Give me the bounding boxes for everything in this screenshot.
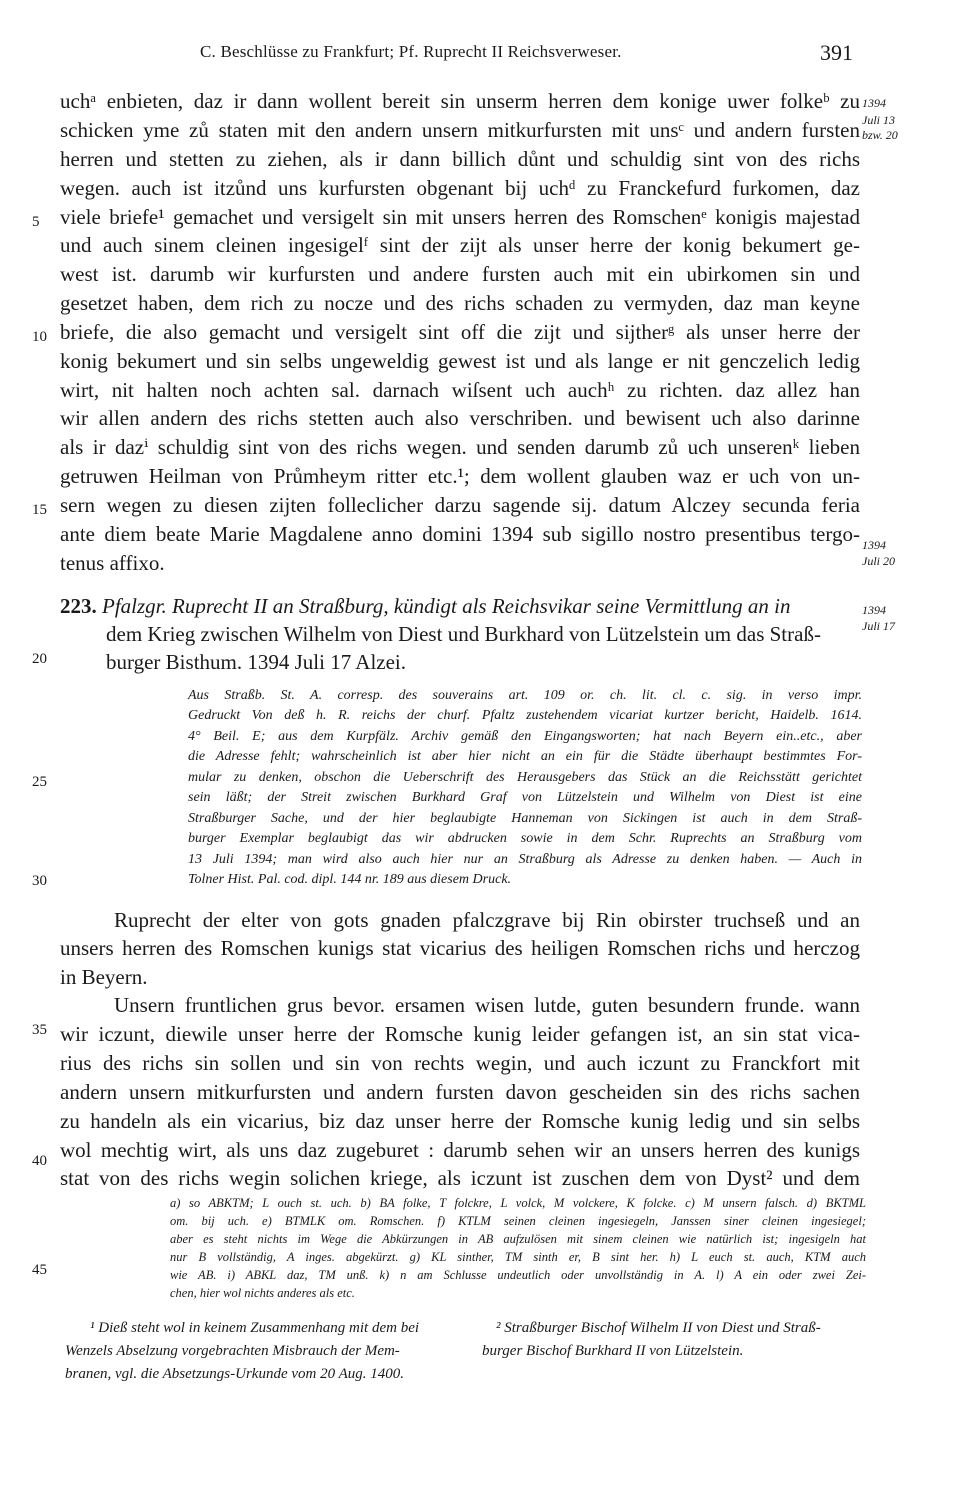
text-line: Unsern fruntlichen grus bevor. ersamen wisen lutde, guten besundern frunde. wann [114,993,860,1017]
footnote-line: Wenzels Abselzung vorgebrachten Misbrauch der Mem- [65,1343,400,1359]
text-line: ante diem beate Marie Magdalene anno domini 1394 sub sigillo nostro presentibus tergo- [60,522,860,546]
text-line: sern wegen zu diesen zijten folleclicher darzu sagende sij. datum Alczey secunda feria [60,493,860,517]
page-number: 391 [820,40,853,65]
text-line: gesetzet haben, dem rich zu nocze und des richs schaden zu vermyden, daz man keyne [60,291,860,315]
apparatus-line: om. bij uch. e) BTMLK om. Romschen. f) KTLM seinen cleinen ingesiegeln, Janssen siner cleinen ingesiegel; [170,1214,866,1228]
source-line: burger Exemplar beglaubigt das wir abdrucken sowie in dem Schr. Ruprechts an Straßburg vom [188,831,862,846]
line-number: 15 [32,502,47,518]
margin-date: Juli 13 [862,113,895,127]
line-number: 45 [32,1262,47,1278]
entry-number: 223. [60,594,97,618]
apparatus-line: aber es steht nichts im Wege die Abkürzungen in AB aufzulösen mit sinem cleinen wie natürlich ist; ingesigeln hat [170,1232,866,1246]
margin-date: 1394 [862,603,886,617]
line-number: 25 [32,774,47,790]
entry-title-line: Pfalzgr. Ruprecht II an Straßburg, kündigt als Reichsvikar seine Vermittlung an in [102,594,791,618]
source-line: die Adresse fehlt; wahrscheinlich ist aber hier nicht an ein für die Städte überhaupt bestimmtes For- [188,749,862,764]
text-line: andern unsern mitkurfursten und andern fursten davon gescheiden sin des richs sachen [60,1080,860,1104]
text-line: wol mechtig wirt, als uns daz zugeburet : darumb sehen wir an unsers herren des kunigs [60,1138,860,1162]
text-line: briefe, die also gemacht und versigelt sint off die zijt und sijtherᵍ als unser herre der [60,320,860,344]
source-line: Aus Straßb. St. A. corresp. des souverains art. 109 or. ch. lit. cl. c. sig. in verso impr. [188,688,862,703]
text-line: west ist. darumb wir kurfursten und andere fursten auch mit ein ubirkomen sin und [60,262,860,286]
apparatus-line: nur B vollständig, A inges. abgekürzt. g) KL sinther, TM sinth er, B sint her. h) L euch st. auch, KTM auch [170,1250,866,1264]
text-line: wir allen andern des richs stetten auch also verschriben. und bewisent uch also darinne [60,406,860,430]
text-line: uchᵃ enbieten, daz ir dann wollent bereit sin unserm herren dem konige uwer folkeᵇ zu [60,89,860,113]
text-line: herren und stetten zu ziehen, als ir dann billich důnt und schuldig sint von des richs [60,147,860,171]
text-line: zu handeln als ein vicarius, biz daz unser herre der Romsche kunig ledig und sin selbs [60,1109,860,1133]
running-header: C. Beschlüsse zu Frankfurt; Pf. Ruprecht II Reichsverweser. [200,42,622,61]
line-number: 40 [32,1153,47,1169]
text-line: stat von des richs wegin solichen kriege, als iczunt ist zuschen dem von Dyst² und dem [60,1166,860,1190]
apparatus-line: a) so ABKTM; L ouch st. uch. b) BA folke, T folckre, L volck, M volckere, K folcke. c) M unsern falsch. d) BKTML [170,1196,866,1210]
margin-date: Juli 20 [862,554,895,568]
line-number: 10 [32,329,47,345]
margin-date: 1394 [862,96,886,110]
text-line: viele briefe¹ gemachet und versigelt sin mit unsers herren des Romschenᵉ konigis majestad [60,205,860,229]
text-line: wirt, nit halten noch achten sal. darnach wiſsent uch auchʰ zu richten. daz allez han [60,378,860,402]
margin-date: bzw. 20 [862,128,898,142]
source-line: sein läßt; der Streit zwischen Burkhard Graf von Lützelstein und Wilhelm von Diest ist eine [188,790,862,805]
apparatus-line: wie AB. i) ABKL daz, TM unß. k) n am Schlusse undeutlich oder unvollständig in A. l) A ein oder zwei Zei- [170,1268,866,1282]
line-number: 5 [32,214,40,230]
margin-date: Juli 17 [862,619,895,633]
text-line: Ruprecht der elter von gots gnaden pfalczgrave bij Rin obirster truchseß und an [114,908,860,932]
source-line: Tolner Hist. Pal. cod. dipl. 144 nr. 189 aus diesem Druck. [188,872,512,887]
text-line: getruwen Heilman von Průmheym ritter etc.¹; dem wollent glauben waz er uch von un- [60,464,860,488]
entry-title-line: burger Bisthum. 1394 Juli 17 Alzei. [106,650,407,674]
text-line: wir iczunt, diewile unser herre der Romsche kunig leider gefangen ist, an sin stat vica- [60,1022,860,1046]
source-line: Gedruckt Von deß h. R. reichs der churf. Pfaltz zustehendem vicariat kurtzer bericht, Haidelb. 1614. [188,708,862,723]
line-number: 35 [32,1022,47,1038]
source-line: Straßburger Sache, und der hier beglaubigte Hanneman von Sickingen ist auch in dem Straß- [188,811,862,826]
text-line: als ir dazⁱ schuldig sint von des richs wegen. und senden darumb zů uch unserenᵏ lieben [60,435,860,459]
text-line: und auch sinem cleinen ingesigelᶠ sint der zijt als unser herre der konig bekumert ge- [60,233,860,257]
text-line: unsers herren des Romschen kunigs stat vicarius des heiligen Romschen richs und herczog [60,936,860,960]
entry-title-line: dem Krieg zwischen Wilhelm von Diest und Burkhard von Lützelstein um das Straß- [106,622,821,646]
source-line: 4° Beil. E; aus dem Kurpfälz. Archiv gemäß den Eingangsworten; hat nach Beyern ein..etc., aber [188,729,862,744]
text-line: rius des richs sin sollen und sin von rechts wegin, und auch iczunt zu Franckfort mit [60,1051,860,1075]
footnote-line: branen, vgl. die Absetzungs-Urkunde vom 20 Aug. 1400. [65,1366,404,1382]
footnote-line: ¹ Dieß steht wol in keinem Zusammenhang mit dem bei [90,1320,420,1336]
footnote-line: burger Bischof Burkhard II von Lützelstein. [482,1343,744,1359]
line-number: 30 [32,873,47,889]
text-line: konig bekumert und sin selbs ungeweldig gewest ist und als lange er nit genczelich ledig [60,349,860,373]
text-line: in Beyern. [60,965,148,989]
source-line: mular zu denken, obschon die Ueberschrift des Herausgebers das Stück an die Reichsstätt gerichtet [188,770,862,785]
text-line: tenus affixo. [60,551,165,575]
apparatus-line: chen, hier wol nichts anderes als etc. [170,1286,355,1300]
margin-date: 1394 [862,538,886,552]
text-line: wegen. auch ist itzůnd uns kurfursten obgenant bij uchᵈ zu Franckefurd furkomen, daz [60,176,860,200]
source-line: 13 Juli 1394; man wird also auch hier nur an Straßburg als Adresse zu denken haben. — Auch in [188,852,862,867]
line-number: 20 [32,651,47,667]
text-line: schicken yme zů staten mit den andern unsern mitkurfursten mit unsᶜ und andern fursten [60,118,860,142]
footnote-line: ² Straßburger Bischof Wilhelm II von Diest und Straß- [496,1320,821,1336]
